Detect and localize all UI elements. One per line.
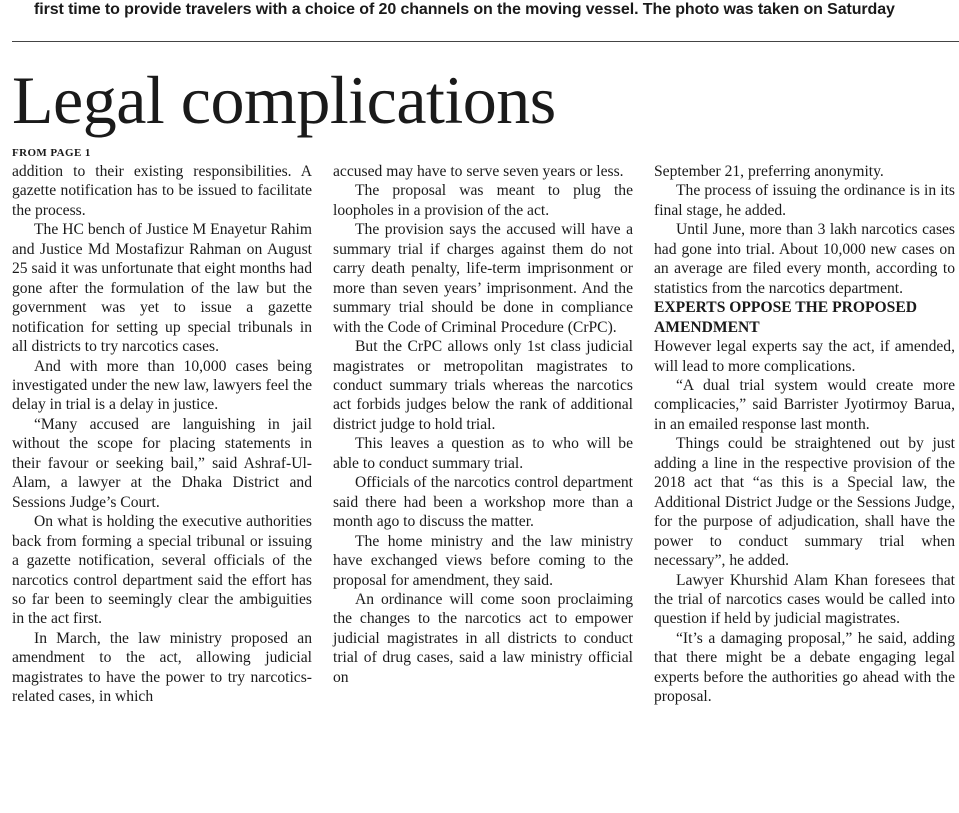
paragraph: Until June, more than 3 lakh narcotics cases had gone into trial. About 10,000 new cases on an average are filed every month, according to statistics from the narcotics department. xyxy=(654,221,955,297)
paragraph: The process of issuing the ordinance is in its final stage, he added. xyxy=(654,182,955,219)
paragraph: Lawyer Khurshid Alam Khan foresees that the trial of narcotics cases would be called into question if held by judicial magistrates. xyxy=(654,571,955,628)
article-headline: Legal complications xyxy=(12,62,556,138)
article-column-3 xyxy=(654,162,955,707)
paragraph: The HC bench of Justice M Enayetur Rahim and Justice Md Mostafizur Rahman on August 25 said it was unfortunate that eight months had gone after the formulation of the law but the government was yet to issue a gazette notification for setting up special tribunals in all districts to try narcotics cases. xyxy=(12,221,312,356)
paragraph: And with more than 10,000 cases being investigated under the new law, lawyers feel the delay in trial is a delay in justice. xyxy=(12,357,312,414)
paragraph: “It’s a damaging proposal,” he said, adding that there might be a debate engaging legal experts before the authorities go ahead with the proposal. xyxy=(654,629,955,706)
article-subhead: EXPERTS OPPOSE THE PROPOSED AMENDMENT xyxy=(654,299,918,336)
paragraph: An ordinance will come soon proclaiming the changes to the narcotics act to empower judicial magistrates in all districts to conduct trial of drug cases, said a law ministry official on xyxy=(333,590,633,686)
paragraph: This leaves a question as to who will be able to conduct summary trial. xyxy=(333,435,633,472)
paragraph: September 21, preferring anonymity. xyxy=(654,163,884,180)
paragraph: The proposal was meant to plug the loopholes in a provision of the act. xyxy=(333,182,633,219)
paragraph: On what is holding the executive authorities back from forming a special tribunal or issuing a gazette notification, several officials of the narcotics control department said the effort has so far been to seemingly clear the ambiguities in the act first. xyxy=(12,513,312,628)
paragraph: The home ministry and the law ministry have exchanged views before coming to the proposal for amendment, they said. xyxy=(333,532,633,589)
paragraph: Things could be straightened out by just adding a line in the respective provision of the 2018 act that “as this is a Special law, the Additional District Judge or the Sessions Judge, for the purpose of adjudication, shall have the power to conduct summary trial when necessary”, he added. xyxy=(654,435,955,570)
paragraph: Officials of the narcotics control department said there had been a workshop more than a month ago to discuss the matter. xyxy=(333,474,633,531)
paragraph: “Many accused are languishing in jail without the scope for placing statements in their favour or seeking bail,” said Ashraf-Ul-Alam, a lawyer at the Dhaka District and Sessions Judge’s Court. xyxy=(12,415,312,511)
paragraph: accused may have to serve seven years or less. xyxy=(333,163,624,180)
paragraph: In March, the law ministry proposed an amendment to the act, allowing judicial magistrates to have the power to try narcotics-related cases, in which xyxy=(12,629,312,706)
article-column-2 xyxy=(333,162,633,687)
paragraph: “A dual trial system would create more complicacies,” said Barrister Jyotirmoy Barua, in an emailed response last month. xyxy=(654,376,955,433)
continuation-label: FROM PAGE 1 xyxy=(12,147,91,159)
paragraph: The provision says the accused will have a summary trial if charges against them do not carry death penalty, life-term imprisonment or more than seven years’ imprisonment. And the summary trial should be done in compliance with the Code of Criminal Procedure (CrPC). xyxy=(333,221,633,336)
paragraph: However legal experts say the act, if amended, will lead to more complications. xyxy=(654,338,955,375)
divider-rule xyxy=(12,41,959,42)
paragraph: addition to their existing responsibilities. A gazette notification has to be issued to facilitate the process. xyxy=(12,163,312,219)
photo-caption: first time to provide travelers with a choice of 20 channels on the moving vessel. The photo was taken on Saturday xyxy=(34,1,895,18)
paragraph: But the CrPC allows only 1st class judicial magistrates or metropolitan magistrates to conduct summary trials whereas the narcotics act forbids judges below the rank of additional district judge to hold trial. xyxy=(333,338,633,433)
article-column-1 xyxy=(12,162,312,707)
